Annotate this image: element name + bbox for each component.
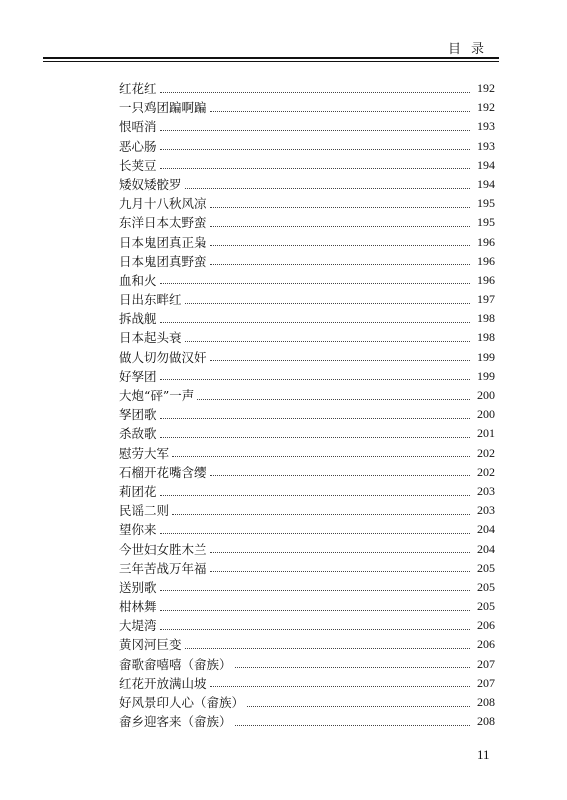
dot-leader [160,494,470,496]
dot-leader [185,187,470,189]
toc-entry-title: 送别歌 [119,579,157,595]
dot-leader [235,724,470,726]
dot-leader [160,609,470,611]
header-rule-thick [43,57,499,59]
toc-entry [119,233,495,252]
dot-leader [160,589,470,591]
toc-entry-title: 东洋日本太野蛮 [119,215,207,231]
dot-leader [247,705,470,707]
toc-entry [119,597,495,616]
toc-entry [119,655,495,674]
toc-entry-page: 198 [477,330,495,345]
toc-entry-title: 柑林舞 [119,599,157,615]
header-rule-thin [43,61,499,62]
toc-entry [119,79,495,98]
dot-leader [210,359,470,361]
dot-leader [172,455,470,457]
toc-entry [119,444,495,463]
running-header-title: 目录 [448,42,495,57]
dot-leader [160,129,470,131]
toc-entry-title: 畲歌畲嘻嘻（畲族） [119,656,232,672]
toc-entry [119,386,495,405]
dot-leader [185,647,470,649]
toc-entry-title: 红花开放满山坡 [119,675,207,691]
toc-entry-page: 198 [477,311,495,326]
toc-entry-page: 194 [477,176,495,191]
toc-entry [119,559,495,578]
toc-entry-title: 恨唔消 [119,119,157,135]
dot-leader [210,206,470,208]
toc-entry-title: 日出东畔红 [119,292,182,308]
toc-entry-page: 207 [477,656,495,671]
toc-entry-title: 三年苦战万年福 [119,560,207,576]
toc-entry-title: 慰劳大军 [119,445,170,461]
toc-entry-page: 202 [477,464,495,479]
dot-leader [210,225,470,227]
dot-leader [210,474,470,476]
toc-entry-page: 192 [477,100,495,115]
toc-entry-page: 199 [477,368,495,383]
toc-entry [119,520,495,539]
page-number: 11 [477,747,490,762]
toc-entry-page: 195 [477,196,495,211]
dot-leader [210,244,470,246]
toc-entry [119,405,495,424]
toc-entry-page: 206 [477,618,495,633]
toc-entry [119,328,495,347]
toc-entry-page: 199 [477,349,495,364]
toc-entry-page: 192 [477,81,495,95]
dot-leader [160,436,470,438]
toc-entry-page: 208 [477,714,495,729]
toc-entry [119,137,495,156]
toc-entry-title: 血和火 [119,272,157,288]
toc-entry [119,482,495,501]
toc-entry-page: 200 [477,407,495,422]
dot-leader [160,378,470,380]
toc-entry [119,424,495,443]
toc-entry [119,578,495,597]
toc-entry-title: 孥团歌 [119,407,157,423]
toc-entry-page: 196 [477,253,495,268]
toc-entry [119,674,495,693]
toc-entry-title: 民谣二则 [119,503,170,519]
dot-leader [160,532,470,534]
toc-entry [119,540,495,559]
toc-entry [119,348,495,367]
toc-entry [119,463,495,482]
toc-entry-page: 203 [477,483,495,498]
toc-entry-title: 一只鸡团蹁啊蹁 [119,100,207,116]
toc-entry-title: 长荚豆 [119,157,157,173]
toc-entry-title: 杀敌歌 [119,426,157,442]
dot-leader [160,417,470,419]
toc-entry-title: 九月十八秋风凉 [119,196,207,212]
toc-entry-title: 红花红 [119,81,157,96]
toc-entry [119,156,495,175]
toc-entry [119,693,495,712]
toc-entry [119,290,495,309]
toc-entry-page: 205 [477,560,495,575]
toc-entry [119,501,495,520]
dot-leader [160,91,470,93]
toc-entry-page: 195 [477,215,495,230]
toc-entry-title: 今世妇女胜木兰 [119,541,207,557]
toc-entry [119,271,495,290]
toc-entry-page: 201 [477,426,495,441]
dot-leader [210,263,470,265]
dot-leader [160,167,470,169]
dot-leader [172,513,470,515]
toc-entry [119,98,495,117]
dot-leader [235,666,470,668]
toc-entry-title: 莉团花 [119,483,157,499]
toc-entry [119,194,495,213]
table-of-contents [119,79,495,731]
dot-leader [210,570,470,572]
dot-leader [185,302,470,304]
toc-entry-title: 日本起头衰 [119,330,182,346]
dot-leader [160,148,470,150]
toc-entry-page: 208 [477,695,495,709]
toc-entry-title: 大堤湾 [119,618,157,634]
toc-entry-page: 204 [477,522,495,537]
toc-entry-page: 207 [477,675,495,690]
toc-entry-page: 205 [477,579,495,594]
toc-entry-page: 204 [477,541,495,556]
toc-entry [119,175,495,194]
toc-entry [119,367,495,386]
toc-entry [119,635,495,654]
toc-entry-title: 好风景印人心（畲族） [119,695,245,710]
toc-entry-title: 黄冈河巨变 [119,637,182,653]
toc-entry-page: 194 [477,157,495,172]
dot-leader [210,110,470,112]
toc-entry-title: 做人切勿做汉奸 [119,349,207,365]
toc-entry-title: 望你来 [119,522,157,538]
toc-entry-page: 196 [477,272,495,287]
toc-entry-title: 日本鬼团真正枭 [119,234,207,250]
toc-entry [119,712,495,731]
toc-entry-page: 193 [477,119,495,134]
toc-entry [119,616,495,635]
toc-entry-page: 193 [477,138,495,153]
toc-entry-page: 205 [477,599,495,614]
toc-entry [119,213,495,232]
dot-leader [160,321,470,323]
toc-entry-title: 石榴开花嘴含缨 [119,464,207,480]
toc-entry-title: 大炮“砰”一声 [119,388,195,403]
toc-entry [119,117,495,136]
toc-entry-title: 畲乡迎客来（畲族） [119,714,232,730]
toc-entry-title: 矮奴矮骹罗 [119,176,182,192]
toc-entry-page: 203 [477,503,495,518]
toc-entry-title: 拆战舰 [119,311,157,327]
toc-entry-page: 206 [477,637,495,652]
toc-entry-page: 197 [477,292,495,307]
dot-leader [210,685,470,687]
toc-entry [119,252,495,271]
toc-entry-page: 200 [477,388,495,402]
dot-leader [160,628,470,630]
toc-entry-page: 196 [477,234,495,249]
dot-leader [210,551,470,553]
toc-entry-title: 好孥团 [119,368,157,384]
dot-leader [185,340,470,342]
dot-leader [160,282,470,284]
dot-leader [197,398,470,400]
toc-entry [119,309,495,328]
toc-entry-title: 日本鬼团真野蛮 [119,253,207,269]
toc-entry-title: 恶心肠 [119,138,157,154]
toc-entry-page: 202 [477,445,495,460]
